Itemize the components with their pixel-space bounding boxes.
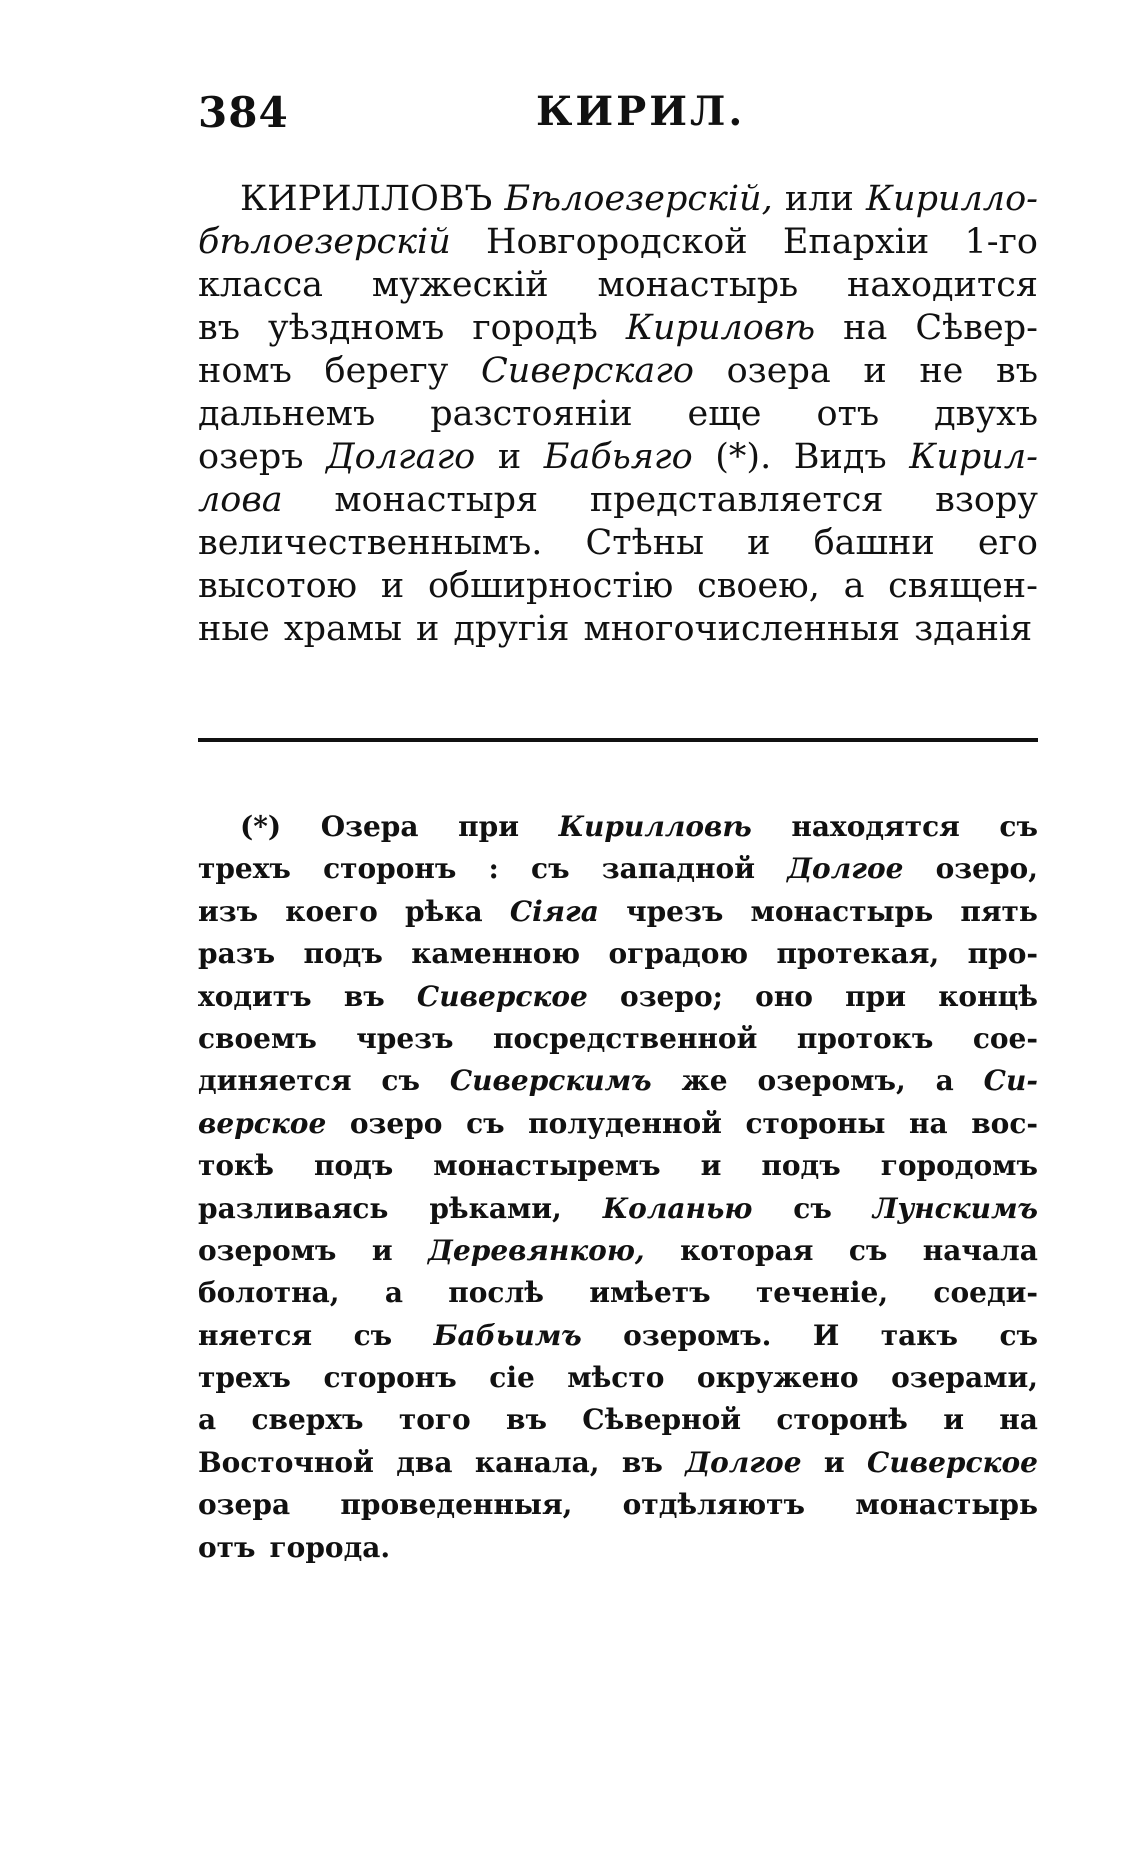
footnote-text-word: и: [823, 1445, 845, 1479]
footnote-text-word: съ: [353, 1318, 393, 1352]
main-text-word: Сѣвер-: [915, 308, 1038, 348]
main-text-word: представляется: [589, 480, 884, 520]
footnote-text-word: а: [384, 1276, 403, 1310]
footnote-text-line: [198, 848, 1038, 890]
footnote-text-line: [198, 1399, 1038, 1441]
main-text-word: городѣ: [472, 308, 598, 348]
footnote-text-word: :: [488, 852, 499, 886]
footnote-text-word: про-: [967, 937, 1038, 971]
main-text-word: берегу: [324, 351, 449, 391]
footnote-text-line: [198, 1103, 1038, 1145]
footnote-text-word: рѣками,: [429, 1191, 562, 1225]
main-text-word: въ: [995, 351, 1038, 391]
footnote-text-word: (*): [240, 810, 282, 843]
footnote-text-word: диняется: [198, 1064, 352, 1098]
main-text-line: [198, 393, 1038, 436]
footnote-text-word: города.: [269, 1530, 391, 1564]
footnote-text-word: проведенныя,: [340, 1488, 573, 1522]
main-text-word: и: [380, 566, 405, 606]
footnote-text-word: И: [812, 1318, 840, 1352]
footnote-text-word: Сиверское: [416, 979, 588, 1013]
main-text-line: [198, 479, 1038, 522]
main-text-line: [198, 608, 1038, 651]
footnote-text-word: трехъ: [198, 852, 291, 886]
main-text-word: Сиверскаго: [481, 351, 694, 391]
footnote-text-word: протекая,: [776, 937, 940, 971]
footnote-text-word: съ: [793, 1191, 832, 1225]
footnote-text-word: начала: [922, 1233, 1038, 1267]
footnote-text-word: оградою: [608, 937, 749, 971]
footnote-text-word: Си-: [983, 1064, 1038, 1098]
footnote-text-word: чрезъ: [356, 1021, 454, 1055]
footnote-text-word: полуденной: [528, 1106, 722, 1140]
main-text-word: не: [919, 351, 964, 391]
main-text-word: Бабьяго: [543, 437, 693, 477]
footnote-text-line: [198, 1484, 1038, 1526]
main-text-line: [198, 436, 1038, 479]
main-text-word: разстояніи: [430, 394, 633, 434]
footnote-text-word: которая: [680, 1233, 814, 1267]
footnote-text-word: съ: [999, 810, 1038, 843]
main-text-word: другія: [453, 609, 570, 649]
footnote-text-word: озеро;: [620, 979, 723, 1013]
footnote-text-word: монастырь: [750, 894, 934, 928]
footnote-text-word: Сіяга: [509, 894, 599, 928]
main-text-word: обширностію: [427, 566, 674, 606]
footnote-text-word: канала,: [474, 1445, 600, 1479]
footnote-text-word: озеромъ: [198, 1233, 337, 1267]
footnote-text-line: [198, 891, 1038, 933]
footnote-text-line: [198, 1230, 1038, 1272]
footnote-text-word: сторонъ: [323, 852, 457, 886]
footnote-text-word: Долгое: [685, 1445, 802, 1479]
footnote-text-word: при: [845, 979, 907, 1013]
footnote-text-word: своемъ: [198, 1021, 317, 1055]
footnote-text-word: на: [908, 1106, 948, 1140]
footnote-text-word: подъ: [313, 1149, 394, 1183]
footnote-text-word: коего: [285, 894, 378, 928]
footnote-text-word: рѣка: [405, 894, 483, 928]
footnote-text-line: [198, 1018, 1038, 1060]
footnote-text-word: протокъ: [796, 1021, 934, 1055]
main-text-line: [198, 350, 1038, 393]
footnote-text-word: и: [700, 1149, 722, 1183]
main-text-word: номъ: [198, 351, 292, 391]
footnote-text-word: и: [371, 1233, 393, 1267]
footnote-text-line: [198, 933, 1038, 975]
page-number: 384: [198, 88, 289, 137]
main-text-word: а: [843, 566, 865, 606]
footnote-text-word: сторонъ: [323, 1361, 457, 1395]
main-text-word: на: [843, 308, 888, 348]
main-text-word: его: [977, 523, 1038, 563]
footnote-text-word: соеди-: [933, 1276, 1038, 1310]
footnote-text-word: озера: [198, 1488, 291, 1522]
main-text-word: многочисленныя: [583, 609, 901, 649]
footnote-text-line: [198, 1272, 1038, 1314]
footnote-text-word: имѣетъ: [589, 1276, 711, 1310]
footnote-text-word: чрезъ: [626, 894, 724, 928]
main-text-word: Епархіи: [782, 222, 930, 262]
main-paragraph: [198, 178, 1038, 651]
main-text-line: [198, 264, 1038, 307]
footnote-text-line: [198, 806, 1038, 848]
footnote-text-word: отъ: [198, 1530, 256, 1564]
footnote-text-word: такъ: [880, 1318, 958, 1352]
footnote-text-word: подъ: [761, 1149, 841, 1183]
main-text-word: и: [497, 437, 522, 477]
footnote-text-word: теченіе,: [755, 1276, 889, 1310]
footnote-text-word: Бабьимъ: [433, 1318, 582, 1352]
footnote-text-word: въ: [506, 1403, 547, 1437]
footnote-text-word: разъ: [198, 937, 276, 971]
footnote-text-word: два: [396, 1445, 453, 1479]
footnote-text-word: болотна,: [198, 1276, 340, 1310]
main-text-word: или: [784, 179, 854, 219]
main-text-word: 1-го: [964, 222, 1038, 262]
footnote-text-word: окружено: [696, 1361, 859, 1395]
footnote-text-line: [198, 1188, 1038, 1230]
footnote-text-word: монастыремъ: [433, 1149, 661, 1183]
main-text-word: дальнемъ: [198, 394, 376, 434]
main-text-word: въ: [198, 308, 240, 348]
main-text-word: класса: [198, 265, 324, 305]
main-text-word: башни: [813, 523, 935, 563]
footnote-text-word: мѣсто: [567, 1361, 665, 1395]
main-text-word: Кириловѣ: [625, 308, 816, 348]
main-text-word: монастыря: [334, 480, 539, 520]
main-text-word: Видъ: [793, 437, 887, 477]
footnote-text-line: [198, 1357, 1038, 1399]
footnote-text-word: съ: [466, 1106, 505, 1140]
footnote-text-word: въ: [621, 1445, 663, 1479]
footnote-separator-rule: [198, 738, 1038, 742]
main-text-word: озеръ: [198, 437, 304, 477]
footnote-text-word: озерами,: [891, 1361, 1038, 1395]
footnote-text-word: сіе: [489, 1361, 535, 1395]
main-text-line: [198, 178, 1038, 221]
footnote-text-word: Лунскимъ: [872, 1191, 1038, 1225]
footnote-text-word: монастырь: [855, 1488, 1038, 1522]
footnote-text-word: озеромъ.: [623, 1318, 772, 1352]
footnote-text-word: посредственной: [493, 1021, 758, 1055]
footnote-text-word: въ: [343, 979, 385, 1013]
main-text-word: лова: [198, 480, 283, 520]
footnote-text-word: Коланью: [602, 1191, 753, 1225]
main-text-word: КИРИЛЛОВЪ: [240, 179, 493, 219]
main-text-line: [198, 522, 1038, 565]
footnote-text-word: того: [398, 1403, 471, 1437]
footnote-text-word: съ: [531, 852, 570, 886]
main-text-word: уѣздномъ: [268, 308, 445, 348]
footnote-text-line: [198, 1060, 1038, 1102]
main-text-word: (*).: [715, 437, 772, 477]
footnote-text-word: на: [999, 1403, 1038, 1437]
footnote-text-word: Восточной: [198, 1445, 374, 1479]
main-text-word: и: [416, 609, 440, 649]
footnote-text-word: Сиверскимъ: [449, 1064, 652, 1098]
main-text-word: находится: [847, 265, 1038, 305]
footnote-text-word: съ: [381, 1064, 420, 1098]
footnote-text-word: каменною: [411, 937, 581, 971]
main-text-word: двухъ: [934, 394, 1038, 434]
footnote-text-word: вос-: [971, 1106, 1038, 1140]
main-text-word: и: [747, 523, 771, 563]
footnote-text-word: пять: [960, 894, 1038, 928]
footnote-text-word: ходитъ: [198, 979, 312, 1013]
footnote-text-word: токѣ: [198, 1149, 274, 1183]
footnote-text-word: западной: [601, 852, 755, 886]
footnote-text-word: няется: [198, 1318, 313, 1352]
footnote-text-word: городомъ: [880, 1149, 1038, 1183]
main-text-word: величественнымъ.: [198, 523, 543, 563]
main-text-word: отъ: [816, 394, 880, 434]
main-text-word: Новгородской: [485, 222, 748, 262]
footnote-text-word: сверхъ: [251, 1403, 364, 1437]
footnote-text-word: сое-: [972, 1021, 1038, 1055]
footnote-text-word: изъ: [198, 894, 259, 928]
footnote-text-word: трехъ: [198, 1361, 291, 1395]
main-text-word: бѣлоезерскій: [198, 222, 451, 262]
footnote-text-word: Деревянкою,: [428, 1233, 645, 1267]
footnote-text-word: съ: [848, 1233, 888, 1267]
main-text-word: священ-: [888, 566, 1038, 606]
main-text-word: озера: [726, 351, 831, 391]
page-header: [198, 88, 1038, 148]
main-text-word: и: [863, 351, 887, 391]
footnote-text-line: [198, 1527, 1038, 1569]
footnote-text-line: [198, 1145, 1038, 1187]
footnote-text-line: [198, 1442, 1038, 1484]
footnote-text-line: [198, 976, 1038, 1018]
main-text-word: своею,: [697, 566, 820, 606]
footnote-text-word: Озера: [320, 810, 419, 843]
footnote-text-word: отдѣляютъ: [622, 1488, 806, 1522]
footnote-text-word: Сѣверной: [582, 1403, 742, 1437]
main-text-word: Бѣлоезерскій,: [504, 179, 773, 219]
footnote-text-word: концѣ: [938, 979, 1038, 1013]
main-text-line: [198, 307, 1038, 350]
main-text-word: Кирилло-: [865, 179, 1038, 219]
main-text-word: еще: [687, 394, 762, 434]
main-text-word: храмы: [283, 609, 402, 649]
main-text-word: высотою: [198, 566, 358, 606]
footnote-text-word: разливаясь: [198, 1191, 389, 1225]
main-text-word: монастырь: [597, 265, 799, 305]
running-head: КИРИЛ.: [536, 88, 746, 135]
footnote-text-word: а: [198, 1403, 217, 1437]
main-text-word: зданія: [914, 609, 1033, 649]
footnote-text-word: подъ: [303, 937, 383, 971]
main-text-word: Стѣны: [585, 523, 704, 563]
footnote: [198, 806, 1038, 1569]
footnote-text-word: оно: [755, 979, 813, 1013]
footnote-text-word: при: [458, 810, 519, 843]
footnote-text-word: верское: [198, 1106, 327, 1140]
main-text-word: Долгаго: [326, 437, 476, 477]
footnote-text-word: послѣ: [448, 1276, 544, 1310]
footnote-text-line: [198, 1315, 1038, 1357]
footnote-text-word: Кирилловѣ: [558, 810, 752, 843]
footnote-text-word: съ: [999, 1318, 1038, 1352]
footnote-text-word: и: [943, 1403, 964, 1437]
main-text-word: взору: [935, 480, 1038, 520]
main-text-line: [198, 221, 1038, 264]
footnote-text-word: стороны: [745, 1106, 886, 1140]
main-text-word: мужескій: [371, 265, 549, 305]
footnote-text-word: озеромъ,: [757, 1064, 906, 1098]
footnote-text-word: Сиверское: [867, 1445, 1038, 1479]
footnote-text-word: сторонѣ: [776, 1403, 908, 1437]
footnote-text-word: Долгое: [787, 852, 904, 886]
main-text-word: ные: [198, 609, 270, 649]
footnote-text-word: же: [681, 1064, 728, 1098]
main-text-line: [198, 565, 1038, 608]
footnote-text-word: озеро: [349, 1106, 443, 1140]
footnote-text-word: а: [935, 1064, 954, 1098]
main-text-word: Кирил-: [909, 437, 1038, 477]
footnote-text-word: находятся: [791, 810, 960, 843]
footnote-text-word: озеро,: [935, 852, 1038, 886]
